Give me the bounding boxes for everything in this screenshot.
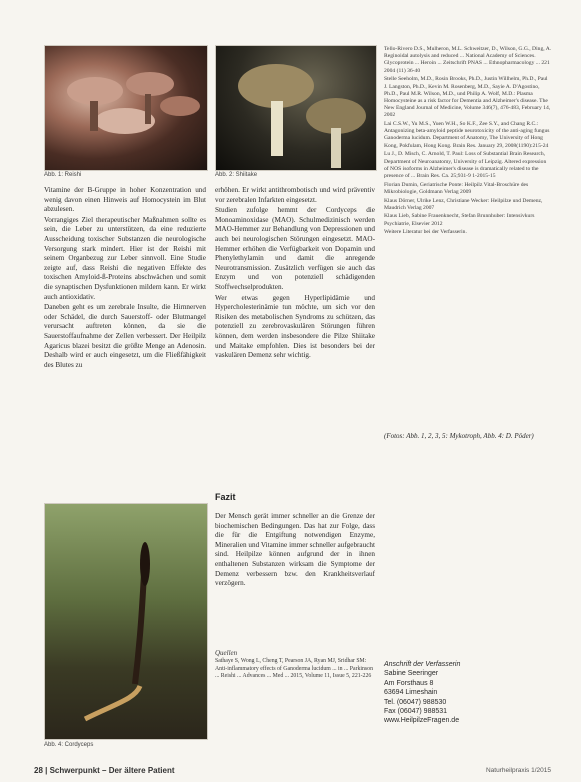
reference-item: Lu J., D. Misch, C. Arnold, T. Paul: Loss of Substantial Brain Research, Department of Neuroanatomy, University of Leipzig. Altered expression of NOS isoforms in Alzheimer's disease is dramatically related to the presence of ... Brain Res. Ca. 25;931-9 1-2015-15 — [384, 151, 547, 179]
caption-abb1: Abb. 1: Reishi — [44, 172, 82, 178]
caption-abb4: Abb. 4: Cordyceps — [44, 742, 94, 748]
reference-item: Klaus Lieb, Sabine Frauenknecht, Stefan Brunnhuber: Intensivkurs Psychiatrie, Elsevier 2012 — [384, 213, 535, 227]
footer-journal: Naturheilpraxis 1/2015 — [485, 767, 551, 774]
quellen-label: Quellen — [215, 649, 238, 657]
fazit-heading: Fazit — [215, 492, 236, 502]
address-line: Am Forsthaus 8 — [384, 679, 434, 687]
paragraph: Der Mensch gerät immer schneller an die Grenze der biochemischen Bedingungen. Das hat zur Folge, dass die für die Entgiftung notwendigen Enzyme, Mineralien und Vitamine immer schneller aufgebraucht sind. Heilpilze können aufgrund der in ihnen enthaltenen Substanzen wirksam die Symptome der Demenz verbessern bzw. den Krankheitsverlauf verzögern. — [215, 512, 375, 588]
photo-reishi — [44, 45, 208, 171]
mushroom-illustration — [216, 46, 376, 170]
paragraph: Studien zufolge hemmt der Cordyceps die Monoaminoxidase (MAO). Schulmedizinisch werden MAO-Hemmer zur Behandlung von Depressionen und auch bei neurologischen Störungen eingesetzt. MAO-Hemmer erhöhen die Verfügbarkeit von Dopamin und Phenylethylamin und damit die anregende Neurotransmission. Zusätzlich verfügen sie auch das Enzym und von potenziell schädigenden Stoffwechselprodukten. — [215, 206, 375, 291]
address-line: Fax (06047) 988531 — [384, 708, 448, 716]
address-line: 63694 Limeshain — [384, 689, 438, 697]
address-line: Tel. (06047) 988530 — [384, 698, 447, 706]
photo-credit: (Fotos: Abb. 1, 2, 3, 5: Mykotroph, Abb. 4: D. Pöder) — [384, 432, 534, 440]
column-2-text — [215, 186, 375, 362]
quellen-block — [215, 650, 375, 681]
caption-abb2: Abb. 2: Shiitake — [215, 172, 258, 178]
reference-item: Tello-Rivero D.S., Mulheron, M.L. Schweitzer, D., Wilson, G.G., Ding, A. Reginoidal autolysis and reduced ... National Academy of Sciences. Glycoprotein ... Heroin ... Zeitschrift PNAS ... Ethnopharmacology ... 221 2004 (11) 36-40 — [384, 46, 552, 74]
photo-shiitake — [215, 45, 377, 171]
paragraph: Vitamine der B-Gruppe in hoher Konzentration und wenig davon einen Hinweis auf Homocystein im Blut abzulesen. — [44, 186, 206, 214]
paragraph: Daneben geht es um zerebrale Insulte, die Hirnnerven oder Schädel, die durch Sauerstoff- oder Blutmangel verursacht auftreten können, da sie die Sauerstoffaufnahme der Zellen verbessert. Der Heilpilz Agaricus blazei besitzt die größte Menge an Adenosin. Deshalb wird er auch eingesetzt, um die Fließfähigkeit des Blutes zu — [44, 303, 206, 369]
column-1-text — [44, 186, 206, 371]
photo-cordyceps — [44, 503, 208, 740]
reference-item: Lai C.S.W., Yu M.S., Yuen W.H., So K.F., Zee S.Y., and Chang R.C.: Antagonizing beta-amyloid peptide neurotoxicity of the anti-aging fungus Ganoderma lucidum. Department of Anatomy, The University of Hong Kong, Pokfulam, Hong Kong. Brain Res. January 29, 2008(1190):215-24 — [384, 121, 550, 149]
author-address — [384, 660, 552, 726]
reference-item: Weitere Literatur bei der Verfasserin. — [384, 229, 467, 236]
paragraph: Wer etwas gegen Hyperlipidämie und Hypercholesterinämie tun möchte, um sich vor den Risiken des metabolischen Syndroms zu schützen, das potenziell zu zerebrovaskulären Störungen führen können, dem werden insbesondere die Pilze Shiitake und Maitake empfohlen. Dies ist besonders bei der vaskulären Demenz sehr wichtig. — [215, 293, 375, 360]
paragraph: Vorrangiges Ziel therapeutischer Maßnahmen sollte es sein, die Leber zu unterstützen, da eine reduzierte Ausscheidung toxischer Substanzen die neurologische Versorgung stark mindert. Hier ist der Reishi mit seinem Organbezug zur Leber sinnvoll. Eine Studie zeigte auf, dass Reishi die negativen Effekte des toxischen Amyloid-ß-Proteins abschwächen und somit die synaptischen Dysfunktionen mildern kann. Er wirkt auch antioxidativ. — [44, 215, 206, 301]
fazit-text — [215, 512, 375, 590]
reference-item: Klaus Dörner, Ulrike Lenz, Christiane Wecker: Heilpilze und Demenz, Maudrich Verlag 2007 — [384, 197, 543, 211]
reference-item: Stelle Seeholm, M.D., Rosin Brooks, Ph.D., Justin Willhelm, Ph.D., Paul J. Langston, Ph.D., Kevin M. Rosenberg, M.D., Sayie A. D'Agostino, Ph.D., Paul M.R. Wilson, M.D., und Philip A. Wolf, M.D.: Plasma Homocysteine as a risk factor for Dementia and Alzheimer's disease. The New England Journal of Medicine, Volume 346(7), 476-483, February 14, 2002 — [384, 76, 551, 119]
paragraph: erhöhen. Er wirkt antithrombotisch und wird präventiv vor zerebralen Infarkten eingesetzt. — [215, 186, 375, 204]
quellen-text: Sathaye S, Wong L, Cheng T, Pearson JA, Ryan MJ, Sridhar SM: Anti-inflammatory effects of Ganoderma lucidum ... in ... Parkinson ... Reishi ... Advances ... Med ... 2015, Volume 11, Issue 5, 221-226 — [215, 658, 373, 680]
reference-item: Florian Dumin, Geriatrische Ponte: Heilpilz Vital-Broschüre des Mikrobiologie, Goldmann Verlag 2009 — [384, 181, 529, 195]
mushroom-illustration — [45, 46, 207, 170]
address-line: Sabine Seeringer — [384, 670, 439, 678]
references — [384, 46, 552, 238]
footer-page-section: 28 | Schwerpunkt – Der ältere Patient — [34, 766, 175, 775]
website-link[interactable]: www.HeilpilzeFragen.de — [384, 717, 460, 725]
address-label: Anschrift der Verfasserin — [384, 661, 461, 668]
cordyceps-illustration — [45, 504, 207, 739]
